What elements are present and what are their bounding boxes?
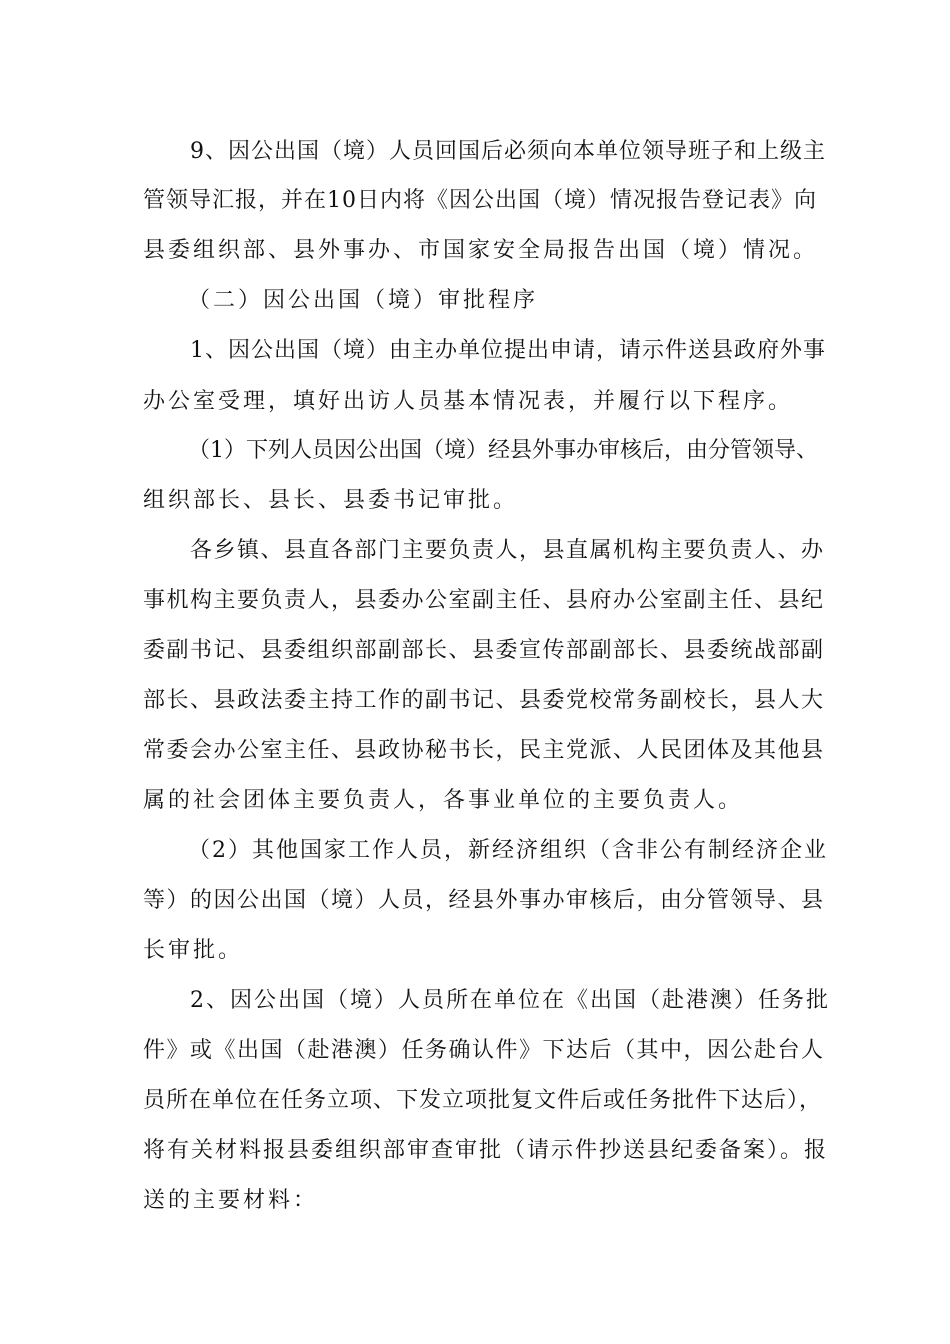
paragraph-line: 部长、县政法委主持工作的副书记、县委党校常务副校长，县人大 xyxy=(143,688,825,713)
paragraph-line: 将有关材料报县委组织部审查审批（请示件抄送县纪委备案）。报 xyxy=(143,1138,829,1163)
paragraph-line: 事机构主要负责人，县委办公室副主任、县府办公室副主任、县纪 xyxy=(143,588,825,613)
paragraph-line: 常委会办公室主任、县政协秘书长，民主党派、人民团体及其他县 xyxy=(143,738,825,763)
section-heading: （二）因公出国（境）审批程序 xyxy=(188,288,539,313)
paragraph-line: 员所在单位在任务立项、下发立项批复文件后或任务批件下达后）， xyxy=(143,1088,823,1113)
paragraph-line: 1、因公出国（境）由主办单位提出申请，请示件送县政府外事 xyxy=(190,338,826,363)
paragraph-line: 9、因公出国（境）人员回国后必须向本单位领导班子和上级主 xyxy=(190,139,826,164)
paragraph-line: 长审批。 xyxy=(143,938,244,963)
paragraph-line: 等）的因公出国（境）人员，经县外事办审核后，由分管领导、县 xyxy=(143,888,825,913)
paragraph-line: 办公室受理，填好出访人员基本情况表，并履行以下程序。 xyxy=(143,389,794,414)
paragraph-line: 送的主要材料： xyxy=(143,1188,319,1213)
paragraph-line: 各乡镇、县直各部门主要负责人，县直属机构主要负责人、办 xyxy=(190,538,825,563)
paragraph-line: 组织部长、县长、县委书记审批。 xyxy=(143,488,519,513)
paragraph-line: 2、因公出国（境）人员所在单位在《出国（赴港澳）任务批 xyxy=(190,988,830,1013)
paragraph-line: 件》或《出国（赴港澳）任务确认件》下达后（其中，因公赴台人 xyxy=(143,1038,825,1063)
paragraph-line: （2）其他国家工作人员，新经济组织（含非公有制经济企业 xyxy=(188,838,828,863)
paragraph-line: 委副书记、县委组织部副部长、县委宣传部副部长、县委统战部副 xyxy=(143,638,825,663)
paragraph-line: （1）下列人员因公出国（境）经县外事办审核后，由分管领导、 xyxy=(188,438,818,463)
paragraph-line: 属的社会团体主要负责人，各事业单位的主要负责人。 xyxy=(143,788,744,813)
paragraph-line: 县委组织部、县外事办、市国家安全局报告出国（境）情况。 xyxy=(143,238,819,263)
paragraph-line: 管领导汇报，并在10日内将《因公出国（境）情况报告登记表》向 xyxy=(143,188,817,213)
